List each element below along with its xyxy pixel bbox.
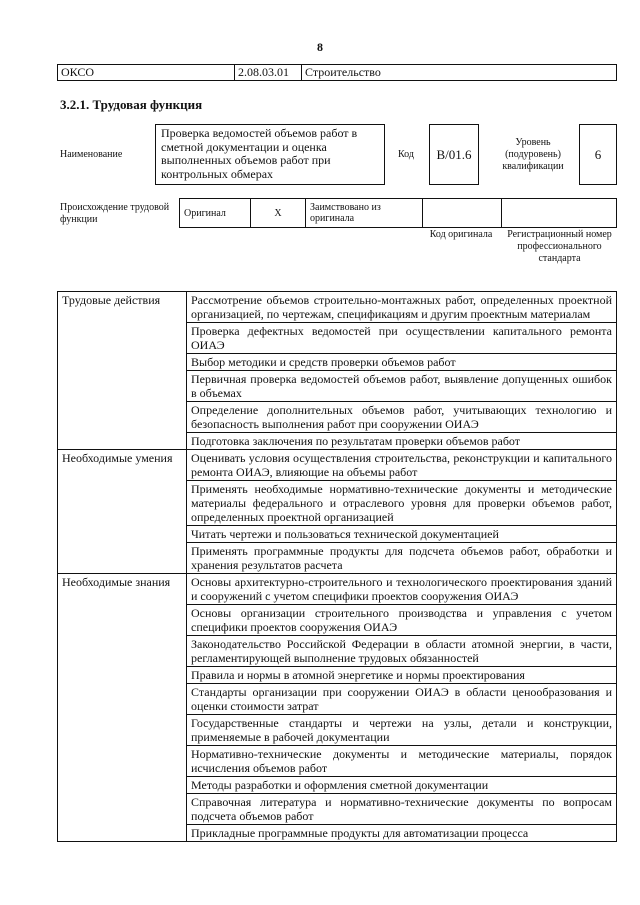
item-cell: Государственные стандарты и чертежи на узлы, детали и конструкции, применяемые в рабочей документации [187,715,617,746]
okso-code: 2.08.03.01 [235,65,302,81]
item-cell: Подготовка заключения по результатам проверки объемов работ [187,433,617,450]
origin-table [179,198,617,228]
item-cell: Законодательство Российской Федерации в области атомной энергии, в части, регламентирующей выполнение трудовых обязанностей [187,636,617,667]
okso-name: Строительство [302,65,617,81]
function-name: Проверка ведомостей объемов работ в сметной документации и оценка выполненных объемов работ при контрольных обмерах [155,124,385,185]
category-cell: Необходимые знания [58,574,187,842]
origin-label: Происхождение трудовой функции [60,202,170,225]
item-cell: Методы разработки и оформления сметной документации [187,777,617,794]
original-mark: X [251,199,306,228]
item-cell: Определение дополнительных объемов работ, учитывающих технологию и безопасность выполнения работ при сооружении ОИАЭ [187,402,617,433]
okso-label: ОКСО [58,65,235,81]
item-cell: Читать чертежи и пользоваться технической документацией [187,526,617,543]
function-code: B/01.6 [429,124,479,185]
level-label: Уровень (подуровень) квалификации [502,137,564,172]
table-row [58,292,617,323]
labor-function-table [57,291,617,842]
name-label: Наименование [60,149,123,160]
code-label: Код [398,149,414,160]
item-cell: Основы архитектурно-строительного и технологического проектирования зданий и сооружений с учетом специфики проектов сооружения ОИАЭ [187,574,617,605]
category-cell: Трудовые действия [58,292,187,450]
item-cell: Основы организации строительного производства и управления с учетом специфики проектов сооружения ОИАЭ [187,605,617,636]
original-label: Оригинал [180,199,251,228]
table-row [58,450,617,481]
item-cell: Проверка дефектных ведомостей при осуществлении капитального ремонта ОИАЭ [187,323,617,354]
item-cell: Правила и нормы в атомной энергетике и нормы проектирования [187,667,617,684]
code-original-label: Код оригинала [429,229,493,240]
okso-table [57,64,617,81]
borrowed-label: Заимствовано из оригинала [306,199,423,228]
item-cell: Справочная литература и нормативно-технические документы по вопросам подсчета объемов работ [187,794,617,825]
item-cell: Оценивать условия осуществления строительства, реконструкции и капитального ремонта ОИАЭ, влияющие на объемы работ [187,450,617,481]
item-cell: Стандарты организации при сооружении ОИАЭ в области ценообразования и оценки стоимости затрат [187,684,617,715]
item-cell: Рассмотрение объемов строительно-монтажных работ, определенных проектной организацией, по чертежам, спецификациям и другим проектным материалам [187,292,617,323]
reg-number-label: Регистрационный номер профессионального стандарта [507,229,612,264]
item-cell [187,825,617,842]
item-cell: Первичная проверка ведомостей объемов работ, выявление допущенных ошибок в объемах [187,371,617,402]
page-number: 8 [317,40,323,54]
code-original-cell [423,199,502,228]
category-cell: Необходимые умения [58,450,187,574]
item-text: Прикладные программные продукты для автоматизации процесса [191,826,529,840]
table-row [58,574,617,605]
qualification-level: 6 [579,124,617,185]
reg-number-cell [502,199,617,228]
item-cell: Нормативно-технические документы и методические материалы, порядок исчисления объемов работ [187,746,617,777]
section-heading: 3.2.1. Трудовая функция [60,97,203,112]
item-cell: Выбор методики и средств проверки объемов работ [187,354,617,371]
item-cell: Применять программные продукты для подсчета объемов работ, обработки и хранения результатов расчета [187,543,617,574]
item-cell: Применять необходимые нормативно-технические документы и методические материалы федерального и отраслевого уровня для проверки объемов работ, определенных проектной организацией [187,481,617,526]
